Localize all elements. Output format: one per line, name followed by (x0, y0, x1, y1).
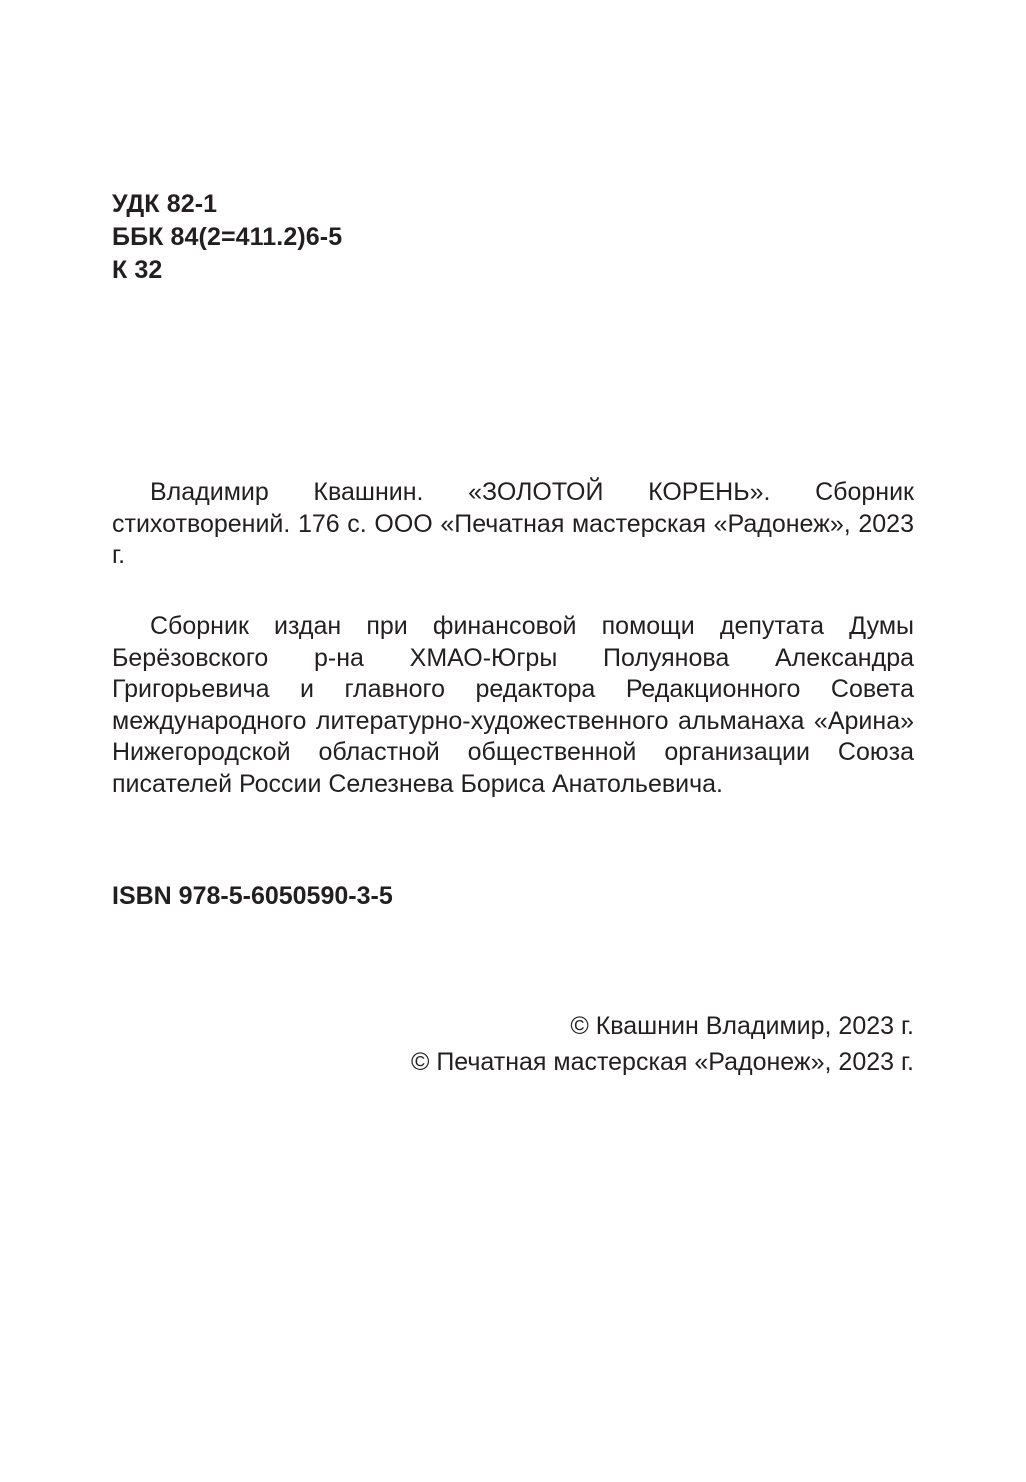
support-note-text: Сборник издан при финансовой помощи депутата Думы Берёзовского р-на ХМАО-Югры Полуянова Александра Григорьевича и главного редактора Редакционного Совета международного литературно-художественного альманаха «Арина» Нижегородской областной общественной организации Союза писателей России Селезнева Бориса Анатольевича. (112, 612, 914, 798)
bbk-code: ББК 84(2=411.2)6-5 (112, 223, 343, 251)
classification-block (112, 188, 914, 287)
author-mark-code: К 32 (112, 256, 163, 284)
book-description-text: Владимир Квашнин. «ЗОЛОТОЙ КОРЕНЬ». Сборник стихотворений. 176 с. ООО «Печатная мастерская «Радонеж», 2023 г. (112, 478, 914, 569)
copyright-line-publisher: © Печатная мастерская «Радонеж», 2023 г. (410, 1048, 914, 1076)
isbn-label: ISBN 978-5-6050590-3-5 (112, 882, 393, 910)
udk-code: УДК 82-1 (112, 190, 218, 218)
support-note-paragraph (112, 611, 914, 800)
copyright-line-author: © Квашнин Владимир, 2023 г. (570, 1012, 914, 1040)
book-description-paragraph (112, 477, 914, 572)
copyright-block (112, 1008, 914, 1080)
